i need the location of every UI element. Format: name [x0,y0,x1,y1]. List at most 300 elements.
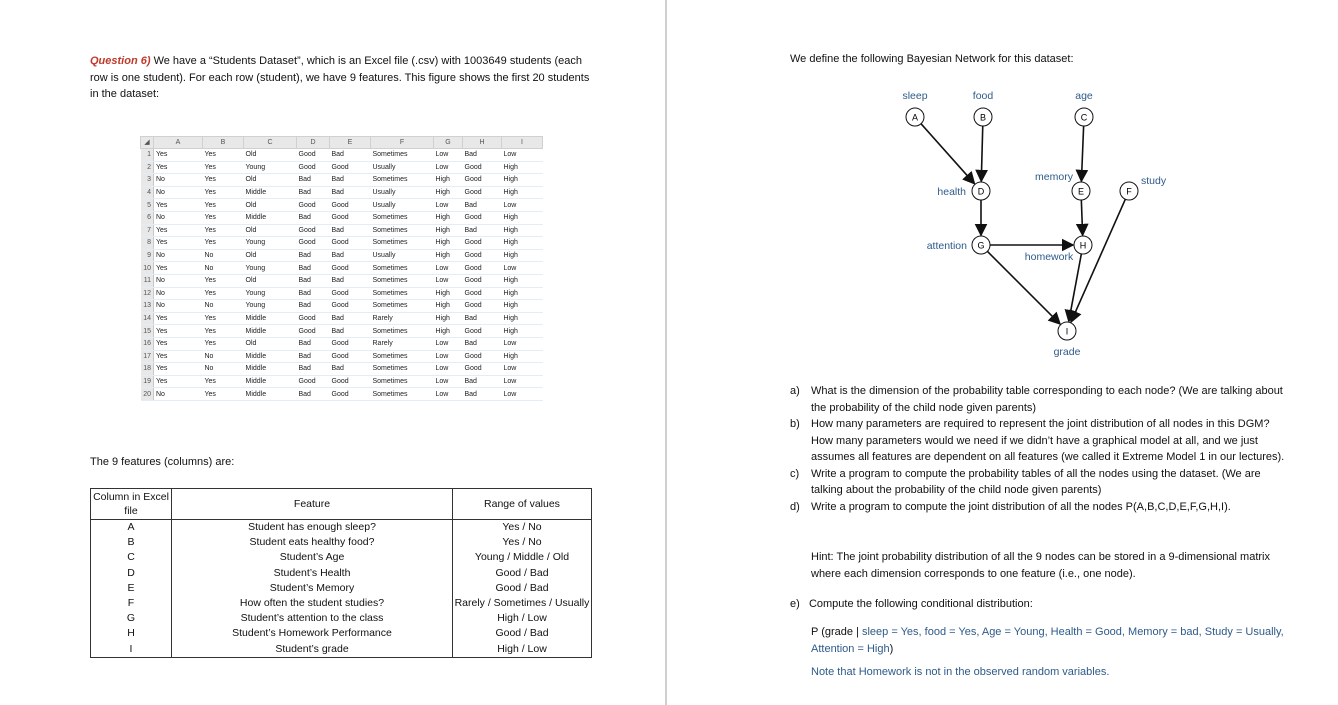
node-G-id: G [977,240,985,251]
sheet-cell: Middle [244,325,297,338]
sheet-cell: Bad [463,224,502,237]
sheet-cell: High [502,312,543,325]
sheet-row [141,337,543,350]
features-column-cell: E [91,581,172,596]
node-C-id: C [1080,112,1088,123]
sheet-row-number: 13 [141,300,154,313]
features-column-cell: F [91,596,172,611]
sheet-cell: Yes [203,312,244,325]
sheet-cell: Good [463,174,502,187]
sheet-cell: Bad [297,363,330,376]
features-header-range: Range of values [453,489,592,520]
sheet-cell: Usually [371,186,434,199]
features-range-cell: High / Low [453,642,592,658]
sheet-cell: Yes [203,186,244,199]
sheet-cell: Yes [154,350,203,363]
sheet-row [141,199,543,212]
node-G-label: attention [926,240,967,252]
sheet-cell: No [203,300,244,313]
sheet-cell: Old [244,149,297,162]
sheet-cell: Good [463,325,502,338]
sheet-row-number: 2 [141,161,154,174]
sheet-cell: Good [463,186,502,199]
sheet-cell: Low [502,388,543,401]
sheet-cell: Good [463,350,502,363]
sheet-cell: Yes [203,174,244,187]
sheet-cell: Low [434,161,463,174]
sheet-cell: Sometimes [371,274,434,287]
node-A-id: A [911,112,919,123]
features-range-cell: Good / Bad [453,566,592,581]
sheet-cell: High [434,312,463,325]
sheet-cell: Bad [463,149,502,162]
sheet-cell: Bad [297,274,330,287]
homework-note: Note that Homework is not in the observed random variables. [811,666,1110,678]
sheet-cell: Sometimes [371,375,434,388]
node-D-label: health [937,186,966,198]
sheet-row [141,161,543,174]
sheet-cell: Bad [297,388,330,401]
sheet-row [141,300,543,313]
features-range-cell: Rarely / Sometimes / Usually [453,596,592,611]
sheet-row-number: 10 [141,262,154,275]
sheet-row [141,312,543,325]
sheet-cell: Young [244,287,297,300]
question-a: a) What is the dimension of the probability table corresponding to each node? (We are talking about the probability of the child node given parents) [790,385,1283,414]
sheet-cell: No [154,211,203,224]
sheet-column-header: I [502,137,543,149]
sheet-cell: High [502,237,543,250]
sheet-cell: Bad [463,388,502,401]
sheet-corner: ◢ [141,137,154,149]
sheet-cell: Yes [203,337,244,350]
sheet-cell: Bad [330,274,371,287]
sheet-cell: High [434,237,463,250]
sheet-cell: Bad [463,199,502,212]
sheet-cell: Low [434,350,463,363]
node-E-id: E [1077,186,1085,197]
sheet-cell: High [502,186,543,199]
sheet-row-number: 20 [141,388,154,401]
sheet-cell: Sometimes [371,224,434,237]
sheet-column-header: B [203,137,244,149]
sheet-cell: Yes [203,211,244,224]
node-I-id: I [1065,326,1069,337]
sheet-cell: High [434,211,463,224]
node-H-label: homework [1024,251,1074,263]
sheet-cell: No [154,186,203,199]
sheet-cell: High [434,174,463,187]
sheet-row-number: 12 [141,287,154,300]
sheet-cell: Yes [154,262,203,275]
features-feature-cell: Student’s Memory [172,581,453,596]
sheet-cell: Sometimes [371,174,434,187]
features-feature-cell: Student’s Age [172,550,453,565]
page-divider [665,0,667,705]
sheet-row [141,325,543,338]
edge-A-D [921,124,974,184]
conditional-expression: P (grade | sleep = Yes, food = Yes, Age = Young, Health = Good, Memory = bad, Study = Usually, Attention = High) [811,626,1284,655]
sheet-cell: Good [297,375,330,388]
features-row [91,581,592,596]
features-feature-cell: Student’s Health [172,566,453,581]
sheet-row [141,224,543,237]
features-header-feature: Feature [172,489,453,520]
sheet-cell: Bad [297,174,330,187]
sheet-row-number: 5 [141,199,154,212]
sheet-cell: Low [434,149,463,162]
sheet-cell: No [154,287,203,300]
sheet-row-number: 3 [141,174,154,187]
question-c: c) Write a program to compute the probability tables of all the nodes using the dataset. (We are talking about the probability of the child node given parents) [790,467,1261,496]
sheet-cell: Sometimes [371,350,434,363]
sheet-cell: Low [502,337,543,350]
features-column-cell: H [91,626,172,641]
sheet-cell: Good [297,237,330,250]
sheet-row [141,350,543,363]
sheet-column-header: A [154,137,203,149]
sheet-cell: High [502,287,543,300]
sheet-cell: Yes [154,161,203,174]
sheet-cell: Low [434,363,463,376]
features-header-column: Column in Excel file [91,489,172,520]
features-feature-cell: How often the student studies? [172,596,453,611]
sheet-cell: Old [244,224,297,237]
sheet-cell: Low [434,274,463,287]
sheet-cell: High [434,300,463,313]
features-table [90,488,592,658]
edge-E-H [1081,200,1082,235]
sheet-row-number: 19 [141,375,154,388]
sheet-cell: Middle [244,363,297,376]
sheet-cell: Yes [203,375,244,388]
sheet-cell: Yes [154,224,203,237]
sheet-cell: High [502,350,543,363]
sheet-cell: Low [434,375,463,388]
sheet-cell: Low [502,262,543,275]
sheet-cell: Low [434,337,463,350]
sheet-cell: Rarely [371,337,434,350]
sheet-cell: Sometimes [371,300,434,313]
features-column-cell: G [91,611,172,626]
sheet-cell: Yes [203,388,244,401]
sheet-column-header: E [330,137,371,149]
sheet-row-number: 1 [141,149,154,162]
sheet-cell: Good [297,149,330,162]
sheet-row [141,249,543,262]
features-row [91,642,592,658]
sheet-cell: Young [244,300,297,313]
sheet-cell: Old [244,274,297,287]
sheet-cell: Good [297,325,330,338]
sheet-cell: Bad [297,300,330,313]
features-range-cell: Good / Bad [453,581,592,596]
sheet-cell: Good [463,237,502,250]
question-body: We have a “Students Dataset”, which is an Excel file (.csv) with 1003649 students (each row is one student). For each row (student), we have 9 features. This figure shows the first 20 students in the dataset: [90,55,590,100]
bayesian-network-diagram [895,85,1215,370]
sheet-cell: Old [244,174,297,187]
sheet-cell: Yes [203,237,244,250]
sheet-cell: Good [330,300,371,313]
sheet-cell: No [154,174,203,187]
features-range-cell: Yes / No [453,535,592,550]
sheet-row [141,388,543,401]
sheet-cell: High [502,161,543,174]
sheet-cell: Middle [244,186,297,199]
edge-C-E [1081,126,1083,181]
features-range-cell: High / Low [453,611,592,626]
sheet-cell: Yes [203,274,244,287]
sheet-cell: Old [244,337,297,350]
sheet-cell: Sometimes [371,149,434,162]
sheet-row-number: 18 [141,363,154,376]
sheet-cell: Yes [154,312,203,325]
sheet-cell: Good [297,312,330,325]
sheet-row-number: 8 [141,237,154,250]
sheet-cell: Yes [203,149,244,162]
sheet-cell: Yes [154,199,203,212]
sheet-cell: Middle [244,375,297,388]
sheet-cell: Good [330,337,371,350]
sheet-row-number: 14 [141,312,154,325]
sheet-cell: Yes [154,149,203,162]
sheet-cell: High [502,224,543,237]
sheet-cell: Bad [297,211,330,224]
features-feature-cell: Student eats healthy food? [172,535,453,550]
sheet-cell: Young [244,161,297,174]
sheet-cell: Good [330,262,371,275]
sheet-cell: Good [463,161,502,174]
node-B-id: B [979,112,987,123]
question-d: d) Write a program to compute the joint distribution of all the nodes P(A,B,C,D,E,F,G,H,I). [790,500,1231,513]
sheet-row-number: 16 [141,337,154,350]
features-column-cell: D [91,566,172,581]
sheet-cell: Good [463,211,502,224]
sheet-row [141,174,543,187]
sheet-cell: Bad [330,312,371,325]
sheet-cell: Yes [154,337,203,350]
sheet-cell: Good [330,211,371,224]
sheet-column-header: D [297,137,330,149]
features-row [91,626,592,641]
sheet-cell: High [502,274,543,287]
sheet-cell: Bad [330,325,371,338]
sheet-cell: Sometimes [371,237,434,250]
sheet-column-header: F [371,137,434,149]
sheet-cell: No [154,249,203,262]
sheet-cell: Young [244,262,297,275]
sheet-cell: Bad [297,249,330,262]
sheet-cell: Yes [154,363,203,376]
sheet-cell: Bad [297,262,330,275]
sheet-cell: Usually [371,199,434,212]
features-feature-cell: Student’s attention to the class [172,611,453,626]
sheet-cell: High [434,224,463,237]
sheet-cell: Good [463,274,502,287]
features-feature-cell: Student has enough sleep? [172,520,453,536]
sheet-cell: No [154,388,203,401]
sheet-cell: Good [463,262,502,275]
sheet-cell: High [434,325,463,338]
hint-text: Hint: The joint probability distribution of all the 9 nodes can be stored in a 9-dimensional matrix where each dimension corresponds to one feature (i.e., one node). [811,551,1270,580]
sheet-cell: Low [502,363,543,376]
sheet-cell: No [154,300,203,313]
sheet-cell: Middle [244,388,297,401]
sheet-cell: Bad [463,312,502,325]
sheet-cell: Good [330,350,371,363]
features-feature-cell: Student’s Homework Performance [172,626,453,641]
node-I-label: grade [1053,346,1081,358]
question-label: Question 6) [90,55,151,67]
sheet-row-number: 4 [141,186,154,199]
features-intro: The 9 features (columns) are: [90,456,235,468]
features-column-cell: B [91,535,172,550]
features-column-cell: C [91,550,172,565]
sheet-cell: Good [330,375,371,388]
sheet-row-number: 17 [141,350,154,363]
node-E-label: memory [1035,171,1073,183]
sheet-cell: No [203,363,244,376]
sheet-cell: Yes [203,161,244,174]
sheet-cell: Low [434,199,463,212]
edge-F-I [1071,199,1125,322]
sheet-cell: Good [463,249,502,262]
sheet-cell: Low [502,199,543,212]
sheet-cell: Good [463,287,502,300]
sheet-cell: Middle [244,350,297,363]
features-row [91,520,592,536]
sheet-cell: Bad [330,224,371,237]
sheet-cell: High [502,174,543,187]
sheet-cell: Sometimes [371,262,434,275]
features-row [91,566,592,581]
sheet-row [141,363,543,376]
sheet-cell: No [203,262,244,275]
features-feature-cell: Student’s grade [172,642,453,658]
sheet-cell: Young [244,237,297,250]
sheet-cell: Sometimes [371,388,434,401]
sheet-cell: Sometimes [371,325,434,338]
sheet-cell: Middle [244,211,297,224]
features-range-cell: Yes / No [453,520,592,536]
sheet-cell: Yes [203,287,244,300]
node-A-label: sleep [902,90,928,102]
questions-list [790,383,1290,515]
sheet-row [141,287,543,300]
sheet-cell: Good [463,300,502,313]
sheet-cell: High [502,300,543,313]
sheet-cell: High [502,211,543,224]
sheet-column-header: G [434,137,463,149]
network-intro: We define the following Bayesian Network for this dataset: [790,53,1074,65]
sheet-cell: Low [434,388,463,401]
sheet-cell: Yes [203,224,244,237]
node-H-id: H [1079,240,1087,251]
sheet-cell: Yes [203,199,244,212]
sheet-column-header: C [244,137,297,149]
node-F-label: study [1141,175,1167,187]
sheet-cell: High [434,287,463,300]
features-range-cell: Young / Middle / Old [453,550,592,565]
sheet-row-number: 11 [141,274,154,287]
sheet-cell: Old [244,249,297,262]
sheet-cell: Bad [330,174,371,187]
sheet-cell: Sometimes [371,211,434,224]
sheet-cell: Bad [297,186,330,199]
sheet-cell: High [434,249,463,262]
sheet-cell: Good [330,388,371,401]
spreadsheet-preview [140,136,543,401]
sheet-cell: High [434,186,463,199]
sheet-row [141,274,543,287]
node-B-label: food [972,90,994,102]
sheet-row-number: 7 [141,224,154,237]
sheet-row [141,237,543,250]
sheet-cell: No [203,249,244,262]
sheet-cell: Rarely [371,312,434,325]
sheet-cell: Good [330,199,371,212]
edge-B-D [981,126,982,181]
sheet-cell: Middle [244,312,297,325]
sheet-row [141,149,543,162]
sheet-cell: Usually [371,161,434,174]
question-e: e) Compute the following conditional distribution: [790,598,1033,610]
sheet-cell: Usually [371,249,434,262]
features-column-cell: I [91,642,172,658]
sheet-cell: Bad [330,249,371,262]
sheet-cell: Yes [203,325,244,338]
sheet-column-header: H [463,137,502,149]
sheet-cell: Sometimes [371,287,434,300]
features-row [91,550,592,565]
sheet-cell: Bad [463,337,502,350]
sheet-cell: Bad [463,375,502,388]
question-b: b) How many parameters are required to represent the joint distribution of all nodes in this DGM? How many parameters would we need if we didn’t have a graphical model at all, and we just assumes all features are dependent on all features (we called it Extreme Model 1 in our lectures). [790,418,1285,463]
sheet-cell: Low [502,149,543,162]
sheet-row [141,186,543,199]
node-F-id: F [1126,186,1132,197]
sheet-cell: Yes [154,375,203,388]
question-6-text [90,53,595,103]
sheet-cell: Low [434,262,463,275]
sheet-row [141,375,543,388]
features-range-cell: Good / Bad [453,626,592,641]
sheet-row [141,211,543,224]
features-row [91,535,592,550]
node-D-id: D [977,186,985,197]
sheet-cell: No [154,274,203,287]
sheet-cell: Bad [297,287,330,300]
sheet-cell: No [203,350,244,363]
sheet-row-number: 9 [141,249,154,262]
sheet-cell: Yes [154,237,203,250]
sheet-cell: Old [244,199,297,212]
sheet-cell: Bad [330,149,371,162]
sheet-cell: Good [463,363,502,376]
sheet-row-number: 15 [141,325,154,338]
sheet-cell: Good [330,161,371,174]
sheet-cell: Bad [297,337,330,350]
sheet-cell: Good [297,224,330,237]
features-column-cell: A [91,520,172,536]
features-row [91,596,592,611]
sheet-cell: Sometimes [371,363,434,376]
sheet-cell: Bad [330,186,371,199]
sheet-row [141,262,543,275]
sheet-cell: Low [502,375,543,388]
sheet-cell: Good [297,199,330,212]
sheet-cell: High [502,249,543,262]
